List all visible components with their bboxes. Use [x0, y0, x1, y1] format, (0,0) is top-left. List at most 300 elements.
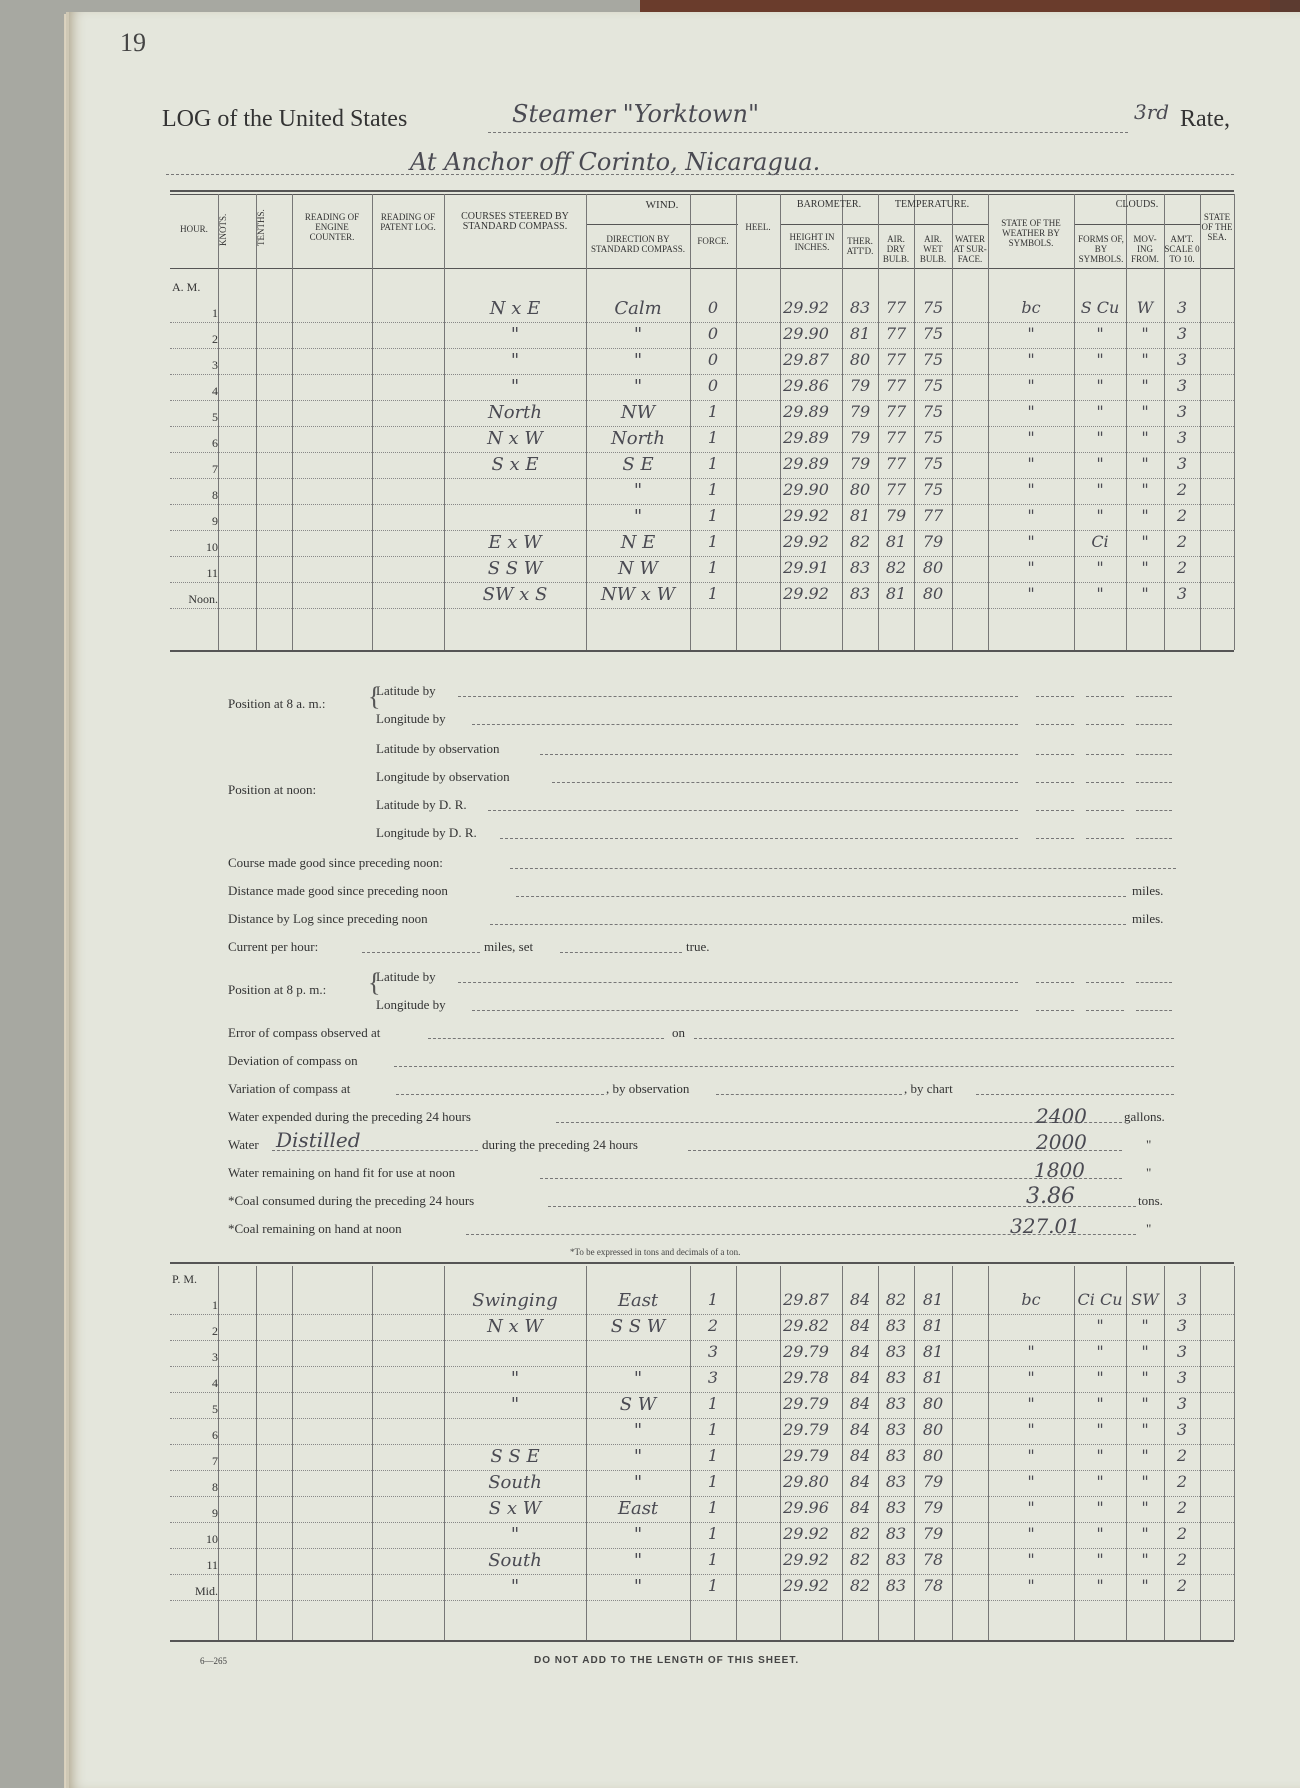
lat-by-8pm: Latitude by — [376, 969, 436, 984]
location-line — [166, 174, 1234, 175]
force-cell: 1 — [707, 506, 719, 525]
forms-cell: " — [1096, 1316, 1104, 1335]
deviation-line — [394, 1066, 1174, 1067]
miles-2: miles. — [1132, 911, 1164, 926]
course-cell: North — [487, 402, 543, 423]
bar-cell: 29.90 — [783, 480, 829, 499]
forms-cell: " — [1096, 324, 1104, 343]
water-rem-val: 1800 — [1034, 1158, 1085, 1182]
hour-cell: 2 — [212, 1324, 218, 1338]
ther-cell: 84 — [849, 1342, 871, 1361]
moving-cell: " — [1141, 506, 1149, 525]
wind-header: WIND. — [645, 199, 679, 211]
dry-cell: 83 — [885, 1342, 907, 1361]
course-cell: " — [510, 376, 520, 397]
wind-cell: " — [633, 480, 643, 501]
forms-cell: " — [1096, 1576, 1104, 1595]
moving-cell: " — [1141, 532, 1149, 551]
air-dry-header: AIR. DRY BULB. — [882, 234, 910, 264]
deviation-label: Deviation of compass on — [228, 1053, 358, 1068]
force-cell: 0 — [707, 324, 719, 343]
force-cell: 1 — [707, 428, 719, 447]
vessel-name: Steamer "Yorktown" — [512, 100, 760, 128]
wet-cell: 80 — [922, 584, 944, 603]
course-made: Course made good since preceding noon: — [228, 855, 443, 870]
amt-cell: 2 — [1176, 558, 1188, 577]
moving-cell: " — [1141, 1576, 1149, 1595]
ther-cell: 79 — [849, 402, 871, 421]
column-divider — [444, 1266, 445, 1640]
coordinate-blank — [1036, 1010, 1074, 1011]
wind-cell: " — [633, 1524, 643, 1545]
on-label: on — [672, 1025, 685, 1040]
moving-cell: " — [1141, 1524, 1149, 1543]
amt-cell: 3 — [1176, 584, 1188, 603]
ditto-1: " — [1146, 1137, 1152, 1152]
lat-by-8am-line — [458, 696, 1018, 697]
brace-8pm: { — [368, 968, 381, 997]
force-cell: 1 — [707, 1550, 719, 1569]
lon-by-8am-line — [472, 724, 1018, 725]
bar-cell: 29.89 — [783, 402, 829, 421]
bar-cell: 29.90 — [783, 324, 829, 343]
wind-dir-header: DIRECTION BY STANDARD COMPASS. — [591, 234, 685, 254]
force-cell: 1 — [707, 532, 719, 551]
weather-cell: " — [1027, 558, 1035, 577]
ther-header: THER. ATT'D. — [846, 236, 874, 256]
bar-cell: 29.92 — [783, 1550, 829, 1569]
bar-cell: 29.96 — [783, 1498, 829, 1517]
wind-cell: " — [633, 1420, 643, 1441]
course-cell: E x W — [488, 532, 542, 553]
ther-cell: 82 — [849, 1524, 871, 1543]
ther-cell: 79 — [849, 428, 871, 447]
weather-cell: " — [1027, 1342, 1035, 1361]
ther-cell: 84 — [849, 1472, 871, 1491]
bar-cell: 29.80 — [783, 1472, 829, 1491]
moving-cell: " — [1141, 480, 1149, 499]
coal-cons: *Coal consumed during the preceding 24 hours — [228, 1193, 475, 1208]
amt-header: AM'T. SCALE 0 TO 10. — [1164, 234, 1200, 264]
force-cell: 2 — [707, 1316, 719, 1335]
hour-cell: 6 — [212, 436, 218, 450]
bar-cell: 29.79 — [783, 1446, 829, 1465]
barometer-header: BAROMETER. — [796, 199, 862, 210]
bar-cell: 29.92 — [783, 532, 829, 551]
wet-cell: 75 — [922, 298, 944, 317]
table-row-line — [170, 1496, 1234, 1497]
hour-cell: 11 — [206, 566, 218, 580]
ther-cell: 80 — [849, 350, 871, 369]
hour-cell: 6 — [212, 1428, 218, 1442]
wind-cell: " — [633, 1368, 643, 1389]
force-cell: 1 — [707, 1394, 719, 1413]
forms-cell: " — [1096, 1446, 1104, 1465]
current: Current per hour: — [228, 939, 319, 954]
wind-cell: Calm — [614, 298, 662, 319]
dry-cell: 77 — [885, 402, 907, 421]
amt-cell: 2 — [1176, 506, 1188, 525]
amt-cell: 2 — [1176, 480, 1188, 499]
dry-cell: 82 — [885, 1290, 907, 1309]
forms-cell: " — [1096, 506, 1104, 525]
forms-cell: " — [1096, 558, 1104, 577]
lon-by-8pm: Longitude by — [376, 997, 446, 1012]
course-cell: S S W — [487, 558, 543, 579]
lat-dr: Latitude by D. R. — [376, 797, 467, 812]
ther-cell: 84 — [849, 1316, 871, 1335]
moving-cell: " — [1141, 1550, 1149, 1569]
course-cell: N x W — [487, 1316, 543, 1337]
dry-cell: 77 — [885, 480, 907, 499]
brace-8am: { — [368, 682, 381, 711]
true-label: true. — [686, 939, 710, 954]
wind-cell: " — [633, 1576, 643, 1597]
moving-cell: " — [1141, 324, 1149, 343]
clouds-header: CLOUDS. — [1115, 199, 1159, 210]
force-cell: 1 — [707, 1420, 719, 1439]
coordinate-blank — [1086, 838, 1124, 839]
dry-cell: 77 — [885, 454, 907, 473]
wind-cell: S S W — [610, 1316, 666, 1337]
amt-cell: 2 — [1176, 532, 1188, 551]
variation-label: Variation of compass at — [228, 1081, 351, 1096]
amt-cell: 2 — [1176, 1446, 1188, 1465]
clouds-sub-rule — [1074, 224, 1200, 225]
dry-cell: 83 — [885, 1368, 907, 1387]
ther-cell: 84 — [849, 1420, 871, 1439]
bar-temp-sub-rule — [780, 224, 988, 225]
weather-cell: " — [1027, 376, 1035, 395]
wet-cell: 75 — [922, 376, 944, 395]
ther-cell: 82 — [849, 532, 871, 551]
bar-cell: 29.87 — [783, 1290, 829, 1309]
amt-cell: 3 — [1176, 428, 1188, 447]
ther-cell: 83 — [849, 584, 871, 603]
course-cell: " — [510, 1368, 520, 1389]
lat-obs: Latitude by observation — [376, 741, 500, 756]
amt-cell: 3 — [1176, 454, 1188, 473]
ther-cell: 81 — [849, 324, 871, 343]
weather-cell: " — [1027, 350, 1035, 369]
on-line — [694, 1038, 1174, 1039]
hour-cell: 8 — [212, 1480, 218, 1494]
hour-cell: 3 — [212, 358, 218, 372]
coordinate-blank — [1136, 782, 1172, 783]
ther-cell: 84 — [849, 1446, 871, 1465]
bar-cell: 29.91 — [783, 558, 829, 577]
dry-cell: 83 — [885, 1420, 907, 1439]
amt-cell: 3 — [1176, 1342, 1188, 1361]
forms-cell: " — [1096, 1368, 1104, 1387]
hour-cell: 10 — [206, 540, 218, 554]
column-divider — [292, 1266, 293, 1640]
bar-cell: 29.78 — [783, 1368, 829, 1387]
course-cell: South — [488, 1472, 542, 1493]
coordinate-blank — [1036, 810, 1074, 811]
hour-header: HOUR. — [180, 224, 208, 234]
weather-cell: " — [1027, 1550, 1035, 1569]
moving-header: MOV- ING FROM. — [1131, 234, 1159, 264]
period-label: A. M. — [172, 280, 201, 294]
water-hand: Distilled — [276, 1128, 361, 1152]
wet-cell: 80 — [922, 1420, 944, 1439]
by-chart-line — [976, 1094, 1174, 1095]
wet-cell: 77 — [922, 506, 944, 525]
moving-cell: " — [1141, 1316, 1149, 1335]
water-label: Water — [228, 1137, 259, 1152]
wind-cell: " — [633, 376, 643, 397]
force-cell: 1 — [707, 558, 719, 577]
pos8pm-label: Position at 8 p. m.: — [228, 982, 327, 997]
coal-rem-val: 327.01 — [1010, 1214, 1080, 1238]
course-cell: S S E — [490, 1446, 540, 1467]
wet-cell: 80 — [922, 558, 944, 577]
coordinate-blank — [1136, 810, 1172, 811]
column-divider — [218, 1266, 219, 1640]
lat-by-8pm-line — [458, 982, 1018, 983]
table-row-line — [170, 1444, 1234, 1445]
bar-cell: 29.82 — [783, 1316, 829, 1335]
bar-cell: 29.79 — [783, 1394, 829, 1413]
wet-cell: 75 — [922, 324, 944, 343]
location: At Anchor off Corinto, Nicaragua. — [410, 148, 821, 176]
hour-cell: 10 — [206, 1532, 218, 1546]
amt-cell: 3 — [1176, 402, 1188, 421]
ther-cell: 80 — [849, 480, 871, 499]
bar-cell: 29.92 — [783, 1576, 829, 1595]
weather-header: STATE OF THE WEATHER BY SYMBOLS. — [1001, 218, 1061, 248]
hour-cell: Mid. — [194, 1584, 218, 1598]
dist-made: Distance made good since preceding noon — [228, 883, 448, 898]
wind-cell: " — [633, 324, 643, 345]
coordinate-blank — [1136, 1010, 1172, 1011]
forms-cell: S Cu — [1080, 298, 1120, 317]
force-cell: 1 — [707, 1472, 719, 1491]
forms-cell: " — [1096, 454, 1104, 473]
force-cell: 1 — [707, 1446, 719, 1465]
weather-cell: " — [1027, 1576, 1035, 1595]
amt-cell: 3 — [1176, 1316, 1188, 1335]
weather-cell: " — [1027, 1524, 1035, 1543]
weather-cell: " — [1027, 324, 1035, 343]
hour-cell: 1 — [212, 1298, 218, 1312]
dist-made-line — [516, 896, 1126, 897]
engine-header: READING OF ENGINE COUNTER. — [304, 212, 360, 242]
footer-note: DO NOT ADD TO THE LENGTH OF THIS SHEET. — [534, 1655, 800, 1666]
period-label: P. M. — [172, 1272, 198, 1286]
ther-cell: 82 — [849, 1550, 871, 1569]
coal-rem: *Coal remaining on hand at noon — [228, 1221, 402, 1236]
coordinate-blank — [1086, 810, 1124, 811]
forms-cell: " — [1096, 376, 1104, 395]
bar-cell: 29.89 — [783, 454, 829, 473]
hour-cell: Noon. — [188, 592, 218, 606]
rate-label: Rate, — [1180, 106, 1230, 132]
wind-cell: East — [617, 1290, 659, 1311]
wind-cell: " — [633, 1472, 643, 1493]
table-row-line — [170, 322, 1234, 323]
forms-cell: " — [1096, 584, 1104, 603]
table-row-line — [170, 1548, 1234, 1549]
bar-cell: 29.92 — [783, 298, 829, 317]
forms-cell: " — [1096, 480, 1104, 499]
force-cell: 0 — [707, 298, 719, 317]
course-cell: S x E — [491, 454, 539, 475]
forms-cell: " — [1096, 1342, 1104, 1361]
table-row-line — [170, 582, 1234, 583]
force-cell: 1 — [707, 1524, 719, 1543]
weather-cell: " — [1027, 532, 1035, 551]
lon-dr-line — [500, 838, 1018, 839]
ther-cell: 84 — [849, 1368, 871, 1387]
course-cell: S x W — [488, 1498, 542, 1519]
patent-header: READING OF PATENT LOG. — [380, 212, 436, 232]
dist-log: Distance by Log since preceding noon — [228, 911, 428, 926]
weather-cell: " — [1027, 1368, 1035, 1387]
coordinate-blank — [1036, 754, 1074, 755]
moving-cell: " — [1141, 1342, 1149, 1361]
lon-by-8pm-line — [472, 1010, 1018, 1011]
weather-cell: " — [1027, 428, 1035, 447]
miles-set: miles, set — [484, 939, 534, 954]
table-row-line — [170, 1574, 1234, 1575]
posnoon-label: Position at noon: — [228, 782, 317, 797]
dry-cell: 83 — [885, 1576, 907, 1595]
forms-cell: " — [1096, 350, 1104, 369]
moving-cell: " — [1141, 402, 1149, 421]
variation-line — [396, 1094, 604, 1095]
moving-cell: " — [1141, 350, 1149, 369]
table-row-line — [170, 504, 1234, 505]
ther-cell: 81 — [849, 506, 871, 525]
hour-cell: 2 — [212, 332, 218, 346]
table-row-line — [170, 1418, 1234, 1419]
amt-cell: 3 — [1176, 1368, 1188, 1387]
hour-cell: 3 — [212, 1350, 218, 1364]
table-row-line — [170, 1600, 1234, 1601]
height-header: HEIGHT IN INCHES. — [789, 232, 835, 252]
wet-cell: 78 — [922, 1550, 944, 1569]
course-cell: " — [510, 324, 520, 345]
during-label: during the preceding 24 hours — [482, 1137, 638, 1152]
set-line — [560, 952, 682, 953]
pos8am-label: Position at 8 a. m.: — [228, 696, 326, 711]
wind-cell: East — [617, 1498, 659, 1519]
water-exp-val: 2400 — [1036, 1104, 1087, 1128]
amt-cell: 3 — [1176, 350, 1188, 369]
wind-cell: S E — [622, 454, 654, 475]
course-cell: N x W — [487, 428, 543, 449]
table-row-line — [170, 530, 1234, 531]
force-cell: 1 — [707, 402, 719, 421]
amt-cell: 2 — [1176, 1498, 1188, 1517]
coordinate-blank — [1086, 782, 1124, 783]
gallons: gallons. — [1124, 1109, 1165, 1124]
forms-cell: " — [1096, 402, 1104, 421]
coordinate-blank — [1136, 754, 1172, 755]
forms-cell: " — [1096, 428, 1104, 447]
moving-cell: " — [1141, 376, 1149, 395]
coordinate-blank — [1136, 696, 1172, 697]
table-top-rule — [170, 190, 1234, 192]
ther-cell: 79 — [849, 376, 871, 395]
moving-cell: W — [1136, 298, 1154, 317]
force-cell: 0 — [707, 350, 719, 369]
forms-cell: " — [1096, 1550, 1104, 1569]
tons: tons. — [1138, 1193, 1163, 1208]
coordinate-blank — [1036, 724, 1074, 725]
coordinate-blank — [1136, 724, 1172, 725]
dry-cell: 77 — [885, 350, 907, 369]
wet-cell: 75 — [922, 428, 944, 447]
ther-cell: 82 — [849, 1576, 871, 1595]
table-top-rule — [170, 1262, 1234, 1264]
moving-cell: " — [1141, 1472, 1149, 1491]
forms-cell: " — [1096, 1420, 1104, 1439]
dry-cell: 83 — [885, 1498, 907, 1517]
ther-cell: 84 — [849, 1290, 871, 1309]
coordinate-blank — [1086, 696, 1124, 697]
hour-cell: 7 — [212, 1454, 218, 1468]
hour-cell: 4 — [212, 1376, 218, 1390]
dry-cell: 83 — [885, 1472, 907, 1491]
heel-header: HEEL. — [745, 222, 771, 232]
course-cell: " — [510, 350, 520, 371]
column-divider — [1234, 194, 1235, 650]
moving-cell: " — [1141, 1420, 1149, 1439]
moving-cell: " — [1141, 1394, 1149, 1413]
forms-cell: " — [1096, 1524, 1104, 1543]
ther-cell: 83 — [849, 298, 871, 317]
by-obs-line — [716, 1094, 902, 1095]
dry-cell: 79 — [885, 506, 907, 525]
table-row-line — [170, 556, 1234, 557]
bar-cell: 29.89 — [783, 428, 829, 447]
wind-cell: N E — [620, 532, 656, 553]
coordinate-blank — [1036, 982, 1074, 983]
coordinate-blank — [1086, 754, 1124, 755]
wet-cell: 81 — [922, 1342, 944, 1361]
force-cell: 3 — [707, 1342, 719, 1361]
ther-cell: 84 — [849, 1498, 871, 1517]
forms-cell: " — [1096, 1394, 1104, 1413]
rate-hand: 3rd — [1134, 100, 1170, 124]
hour-cell: 8 — [212, 488, 218, 502]
wind-cell: " — [633, 1446, 643, 1467]
vessel-line — [488, 132, 1128, 133]
courses-header: COURSES STEERED BY STANDARD COMPASS. — [461, 211, 569, 232]
amt-cell: 2 — [1176, 1524, 1188, 1543]
coordinate-blank — [1086, 982, 1124, 983]
force-cell: 3 — [707, 1368, 719, 1387]
wet-cell: 80 — [922, 1394, 944, 1413]
tenths-header: TENTHS. — [256, 209, 266, 246]
course-cell: " — [510, 1576, 520, 1597]
force-cell: 1 — [707, 1290, 719, 1309]
forms-header: FORMS OF, BY SYMBOLS. — [1078, 234, 1124, 264]
dist-log-line — [490, 924, 1126, 925]
wind-cell: " — [633, 1550, 643, 1571]
coordinate-blank — [1086, 1010, 1124, 1011]
lon-dr: Longitude by D. R. — [376, 825, 477, 840]
wet-cell: 75 — [922, 402, 944, 421]
table-row-line — [170, 374, 1234, 375]
wet-cell: 81 — [922, 1290, 944, 1309]
error-line — [428, 1038, 664, 1039]
amt-cell: 3 — [1176, 1394, 1188, 1413]
water-rem: Water remaining on hand fit for use at noon — [228, 1165, 456, 1180]
